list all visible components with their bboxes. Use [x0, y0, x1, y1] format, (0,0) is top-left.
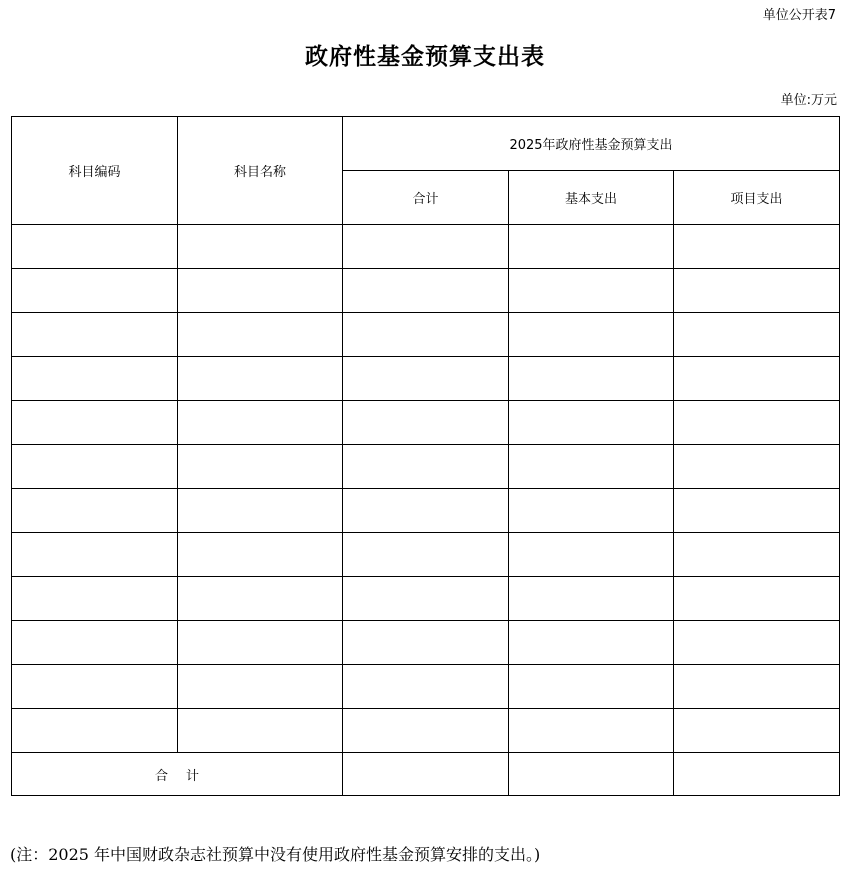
cell-name [178, 577, 343, 621]
column-header-project: 项目支出 [674, 171, 840, 225]
cell-basic [509, 445, 674, 489]
page-title: 政府性基金预算支出表 [305, 44, 545, 70]
cell-code [12, 445, 178, 489]
table-number-label: 单位公开表7 [762, 8, 836, 23]
table-row [12, 401, 840, 445]
cell-project [674, 709, 840, 753]
cell-name [178, 489, 343, 533]
cell-project [674, 665, 840, 709]
cell-project [674, 401, 840, 445]
cell-basic [509, 269, 674, 313]
cell-total [343, 533, 509, 577]
cell-code [12, 357, 178, 401]
cell-project [674, 445, 840, 489]
cell-project [674, 313, 840, 357]
cell-total [343, 709, 509, 753]
footnote: (注：2025 年中国财政杂志社预算中没有使用政府性基金预算安排的支出。) [10, 845, 541, 864]
column-header-name: 科目名称 [178, 117, 343, 225]
cell-code [12, 269, 178, 313]
cell-name [178, 621, 343, 665]
cell-total [343, 577, 509, 621]
total-cell-project [674, 753, 840, 796]
cell-total [343, 445, 509, 489]
cell-name [178, 533, 343, 577]
cell-name [178, 357, 343, 401]
budget-table [11, 116, 840, 796]
cell-code [12, 533, 178, 577]
cell-name [178, 269, 343, 313]
unit-label: 单位:万元 [780, 93, 837, 108]
total-label-left: 合 [154, 768, 168, 784]
cell-project [674, 225, 840, 269]
cell-project [674, 577, 840, 621]
cell-name [178, 313, 343, 357]
table-body [12, 225, 840, 796]
table-row [12, 357, 840, 401]
table-row [12, 225, 840, 269]
cell-project [674, 269, 840, 313]
cell-code [12, 225, 178, 269]
cell-basic [509, 533, 674, 577]
cell-total [343, 401, 509, 445]
cell-code [12, 665, 178, 709]
cell-total [343, 621, 509, 665]
cell-code [12, 577, 178, 621]
table-row [12, 533, 840, 577]
cell-basic [509, 621, 674, 665]
cell-project [674, 489, 840, 533]
table-row [12, 489, 840, 533]
table-row [12, 269, 840, 313]
cell-total [343, 269, 509, 313]
total-cell-basic [509, 753, 674, 796]
total-label-right: 计 [186, 768, 200, 784]
cell-total [343, 489, 509, 533]
column-header-code: 科目编码 [12, 117, 178, 225]
table-row [12, 709, 840, 753]
cell-total [343, 225, 509, 269]
cell-name [178, 445, 343, 489]
cell-basic [509, 665, 674, 709]
cell-name [178, 665, 343, 709]
cell-basic [509, 357, 674, 401]
cell-project [674, 357, 840, 401]
cell-basic [509, 401, 674, 445]
column-header-basic: 基本支出 [509, 171, 674, 225]
total-cell-total [343, 753, 509, 796]
total-row-label [12, 753, 343, 796]
header-row-1 [12, 117, 840, 171]
table-row [12, 665, 840, 709]
table-row [12, 621, 840, 665]
cell-code [12, 709, 178, 753]
cell-name [178, 225, 343, 269]
cell-basic [509, 489, 674, 533]
cell-code [12, 313, 178, 357]
cell-project [674, 621, 840, 665]
cell-code [12, 401, 178, 445]
total-row [12, 753, 840, 796]
cell-code [12, 621, 178, 665]
column-header-total: 合计 [343, 171, 509, 225]
cell-basic [509, 577, 674, 621]
cell-total [343, 357, 509, 401]
table-row [12, 577, 840, 621]
cell-total [343, 665, 509, 709]
cell-name [178, 709, 343, 753]
cell-basic [509, 709, 674, 753]
cell-total [343, 313, 509, 357]
cell-name [178, 401, 343, 445]
cell-basic [509, 225, 674, 269]
table-row [12, 445, 840, 489]
cell-project [674, 533, 840, 577]
cell-basic [509, 313, 674, 357]
table-row [12, 313, 840, 357]
cell-code [12, 489, 178, 533]
column-group-header: 2025年政府性基金预算支出 [343, 117, 840, 171]
